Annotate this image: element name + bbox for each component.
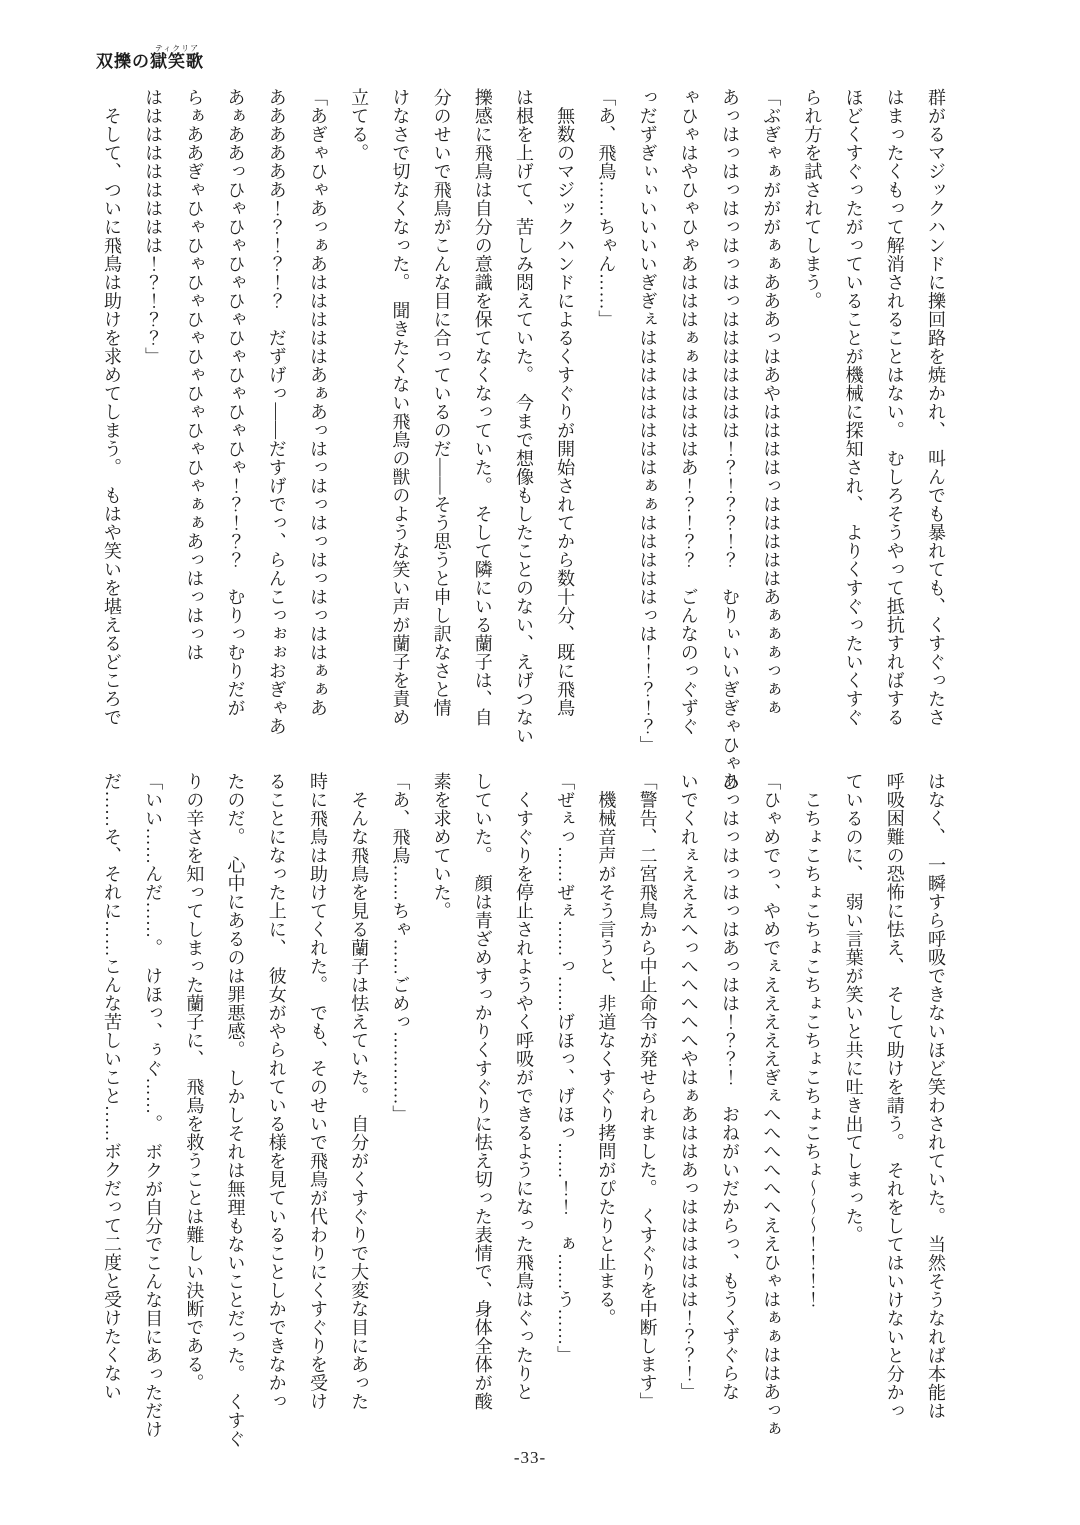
text-column: 「いい……んだ……。 けほっ、ぅぐ……。 ボクが自分でこんな目にあっただけ [143,772,164,1439]
text-column: あぁああっひゃひゃひゃひゃひゃひゃひゃひゃ！？！？？ むりっむりだが [225,88,246,717]
text-column: いでくれぇえええへっへへへへへやはぁあははあっはははははは！？？！」 [678,772,699,1401]
text-column: 立てる。 [349,88,370,162]
text-column: 「警告、二宮飛鳥から中止命令が発せられました。 くすぐりを中断します」 [637,772,658,1411]
text-column: ははははははははは！？！？？」 [143,88,164,366]
text-column: していた。 顔は青ざめすっかりくすぐりに怯え切った表情で、身体全体が酸 [472,772,493,1411]
text-column: 機械音声がそう言うと、非道なくすぐり拷問がぴたりと止まる。 [596,772,617,1327]
text-column: ゃひゃはやひゃひゃあはははぁぁはははははあ！？！？？ ごんなのっぐずぐ [678,88,699,736]
text-column: 「ぶぎゃぁがががぁぁあああっはあやははははっはははははあぁぁぁっぁぁ [761,88,782,717]
text-column: 「あ、飛鳥……ちゃん……」 [596,88,617,329]
page-title-furigana: ティクリア [150,44,204,53]
text-column: こちょこちょこちょこちょこちょこちょこちょ～～～！！！！ [802,772,823,1309]
text-column: りの辛さを知ってしまった蘭子に、 飛鳥を救うことは難しい決断である。 [184,772,205,1392]
text-column: 「ぜぇっ……ぜぇ……っ……げほっ、げほっ……！！ ぁ……う……」 [555,772,576,1364]
text-column: ほどくすぐったがっていることが機械に探知され、 よりくすぐったいくすぐ [843,88,864,727]
text-column: 「あぎゃひゃあっぁあはははははあぁあっはっはっはっはっはっははぁぁあ [307,88,328,717]
page-title [96,44,204,72]
text-column: あっはっはっはっはっはっははははははは！？！？？！？ むりぃいいぎぎゃひゃひ [719,88,740,791]
text-column: そんな飛鳥を見る蘭子は怯えていた。 自分がくすぐりで大変な目にあった [349,772,370,1411]
text-column: 分のせいで飛鳥がこんな目に合っているのだ――そう思うと申し訳なさと情 [431,88,452,717]
page-title-prefix: 双擽の [96,52,150,71]
page-title-ruby [150,44,204,71]
text-column: ああああああ！？！？！？ だずげっ――だすげでっ、らんこっぉぉおぎゃあ [266,88,287,736]
top-text-block [90,88,956,791]
text-column: はなく、 一瞬すら呼吸できないほど笑わされていた。 当然そうなれば本能は [926,772,946,1420]
text-column: たのだ。 心中にあるのは罪悪感。 しかしそれは無理もないことだった。 くすぐ [225,772,246,1448]
text-column: ているのに、 弱い言葉が笑いと共に吐き出てしまった。 [843,772,864,1244]
text-column: そして、ついに飛鳥は助けを求めてしまう。 もはや笑いを堪えるどころで [101,88,122,727]
text-column: 呼吸困難の恐怖に怯え、 そして助けを請う。 それをしてはいけないと分かっ [884,772,905,1420]
text-column: 時に飛鳥は助けてくれた。 でも、そのせいで飛鳥が代わりにくすぐりを受け [307,772,328,1411]
bottom-text-block [90,772,956,1448]
page-number: -33- [513,1448,547,1467]
page-title-ruby-base: 獄笑歌 [150,52,204,71]
text-column: られ方を試されてしまう。 [802,88,823,310]
text-column: 「あ、飛鳥……ちゃ……ごめっ…………」 [390,772,411,1124]
text-column: は根を上げて、苦しみ悶えていた。 今まで想像もしたことのない、えげつない [513,88,534,745]
text-column: 擽感に飛鳥は自分の意識を保てなくなっていた。 そして隣にいる蘭子は、自 [472,88,493,727]
text-column: らぁああぎゃひゃひゃひゃひゃひゃひゃひゃひゃぁぁあっはっはっは [184,88,205,662]
text-column: はまったくもって解消されることはない。 むしろそうやって抵抗すればする [884,88,905,727]
text-column: くすぐりを停止されようやく呼吸ができるようになった飛鳥はぐったりと [513,772,534,1401]
text-column: 「ひゃめでっ、やめでぇえええええぎぇへへへへへへええひゃはぁぁははあっぁ [761,772,782,1438]
text-column: 素を求めていた。 [431,772,452,920]
text-column: 群がるマジックハンドに擽回路を焼かれ、 叫んでも暴れても、くすぐったさ [926,88,946,727]
text-column: ることになった上に、 彼女がやられている様を見ていることしかできなかっ [266,772,287,1411]
text-column: だ……そ、それに……こんな苦しいこと……ボクだって二度と受けたくない [101,772,122,1401]
text-column: っだずぎぃぃいいいいぎぎぇははははははははぁぁはははははっは！！？！？」 [637,88,658,754]
text-column: あっはっはっはっはあっはは！？？！ おねがいだからっ、もうくずぐらな [719,772,740,1401]
text-column: けなさで切なくなった。 聞きたくない飛鳥の獣のような笑い声が蘭子を責め [390,88,411,727]
text-column: 無数のマジックハンドによるくすぐりが開始されてから数十分、既に飛鳥 [555,88,576,717]
